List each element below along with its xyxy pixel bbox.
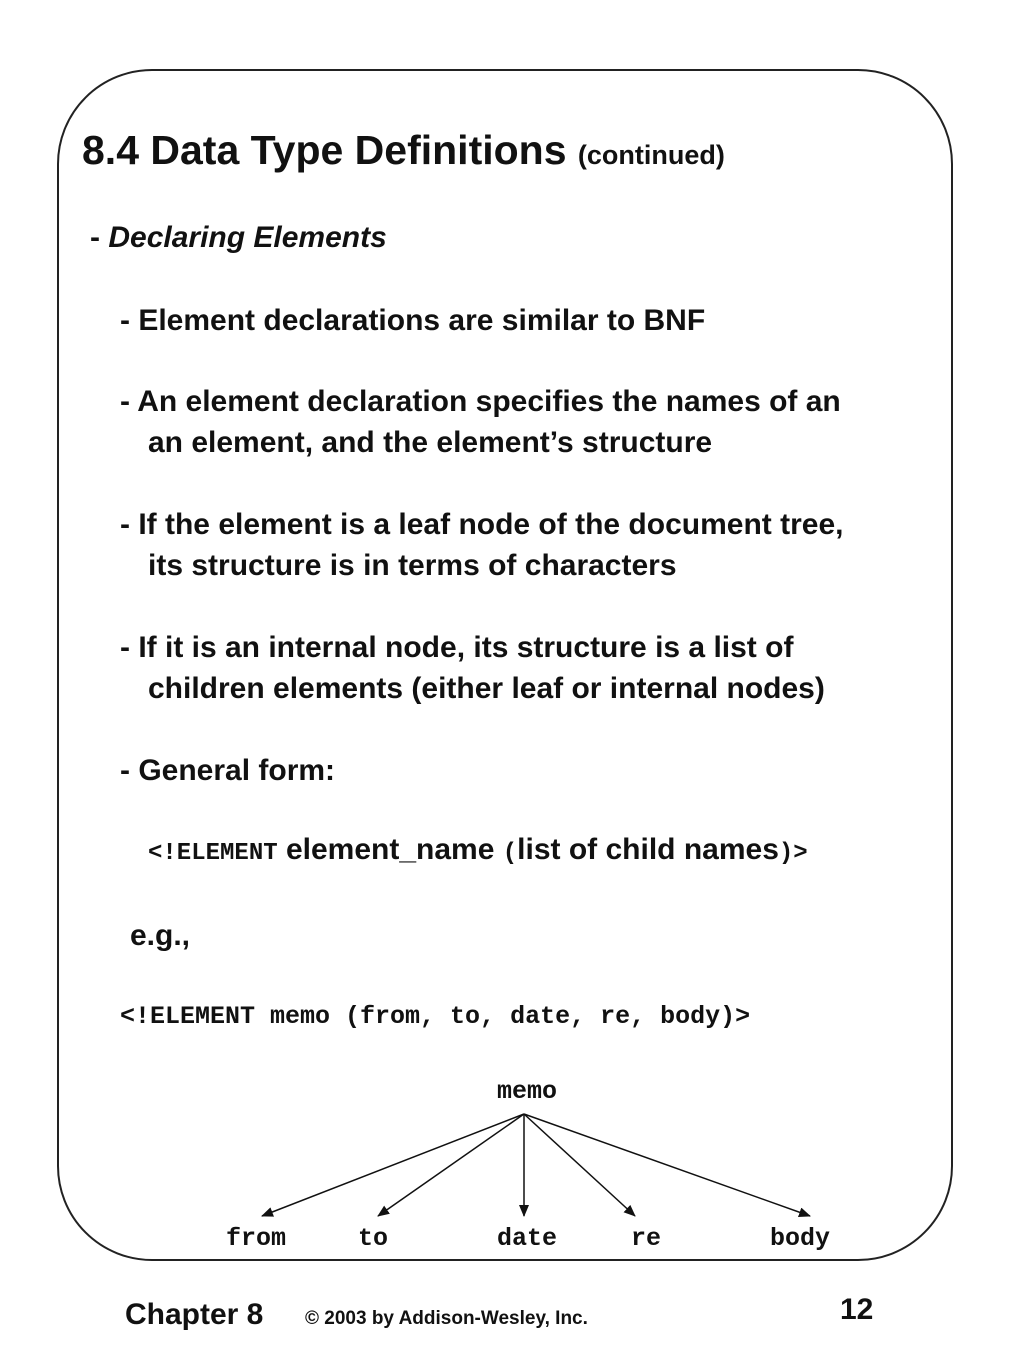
- tree-edge-from: [262, 1114, 524, 1216]
- tree-edge-re: [524, 1114, 635, 1216]
- bullet-3-line-1: - If the element is a leaf node of the document tree,: [120, 508, 844, 541]
- general-form-paren-open: (: [502, 840, 518, 867]
- bullet-2-line-2: an element, and the element’s structure: [148, 426, 713, 459]
- tree-root-node: memo: [496, 1077, 558, 1106]
- subheading-dash: -: [90, 221, 100, 254]
- general-form-name: element_name: [285, 833, 495, 866]
- example-label: e.g.,: [130, 919, 191, 952]
- general-form-close: )>: [778, 840, 808, 867]
- footer-chapter: Chapter 8: [125, 1298, 264, 1331]
- bullet-3-line-2: its structure is in terms of characters: [148, 549, 677, 582]
- general-form-open: <!ELEMENT: [148, 840, 278, 867]
- bullet-1-line-1: - Element declarations are similar to BNF: [120, 304, 706, 337]
- subheading-text: Declaring Elements: [108, 221, 387, 254]
- tree-edges: [262, 1114, 810, 1216]
- bullet-4-line-1: - If it is an internal node, its structure is a list of: [120, 631, 794, 664]
- bullet-2-line-1: - An element declaration specifies the names of an: [120, 385, 841, 418]
- title-suffix: (continued): [577, 140, 725, 170]
- tree-edge-to: [378, 1114, 524, 1216]
- tree-leaf-nodes: [226, 1224, 830, 1253]
- bullet-5-line-1: - General form:: [120, 754, 336, 787]
- tree-leaf-date: date: [496, 1224, 558, 1253]
- title-text: 8.4 Data Type Definitions: [82, 127, 567, 173]
- tree-edge-body: [524, 1114, 810, 1216]
- page-number: 12: [840, 1293, 874, 1326]
- tree-leaf-body: body: [769, 1224, 831, 1253]
- tree-leaf-from: from: [225, 1224, 287, 1253]
- example-code: <!ELEMENT memo (from, to, date, re, body)>: [120, 1002, 751, 1031]
- general-form-children: list of child names: [517, 833, 779, 866]
- tree-leaf-to: to: [357, 1224, 389, 1253]
- bullet-4-line-2: children elements (either leaf or internal nodes): [148, 672, 825, 705]
- footer-copyright: © 2003 by Addison-Wesley, Inc.: [305, 1308, 588, 1329]
- tree-leaf-re: re: [630, 1224, 662, 1253]
